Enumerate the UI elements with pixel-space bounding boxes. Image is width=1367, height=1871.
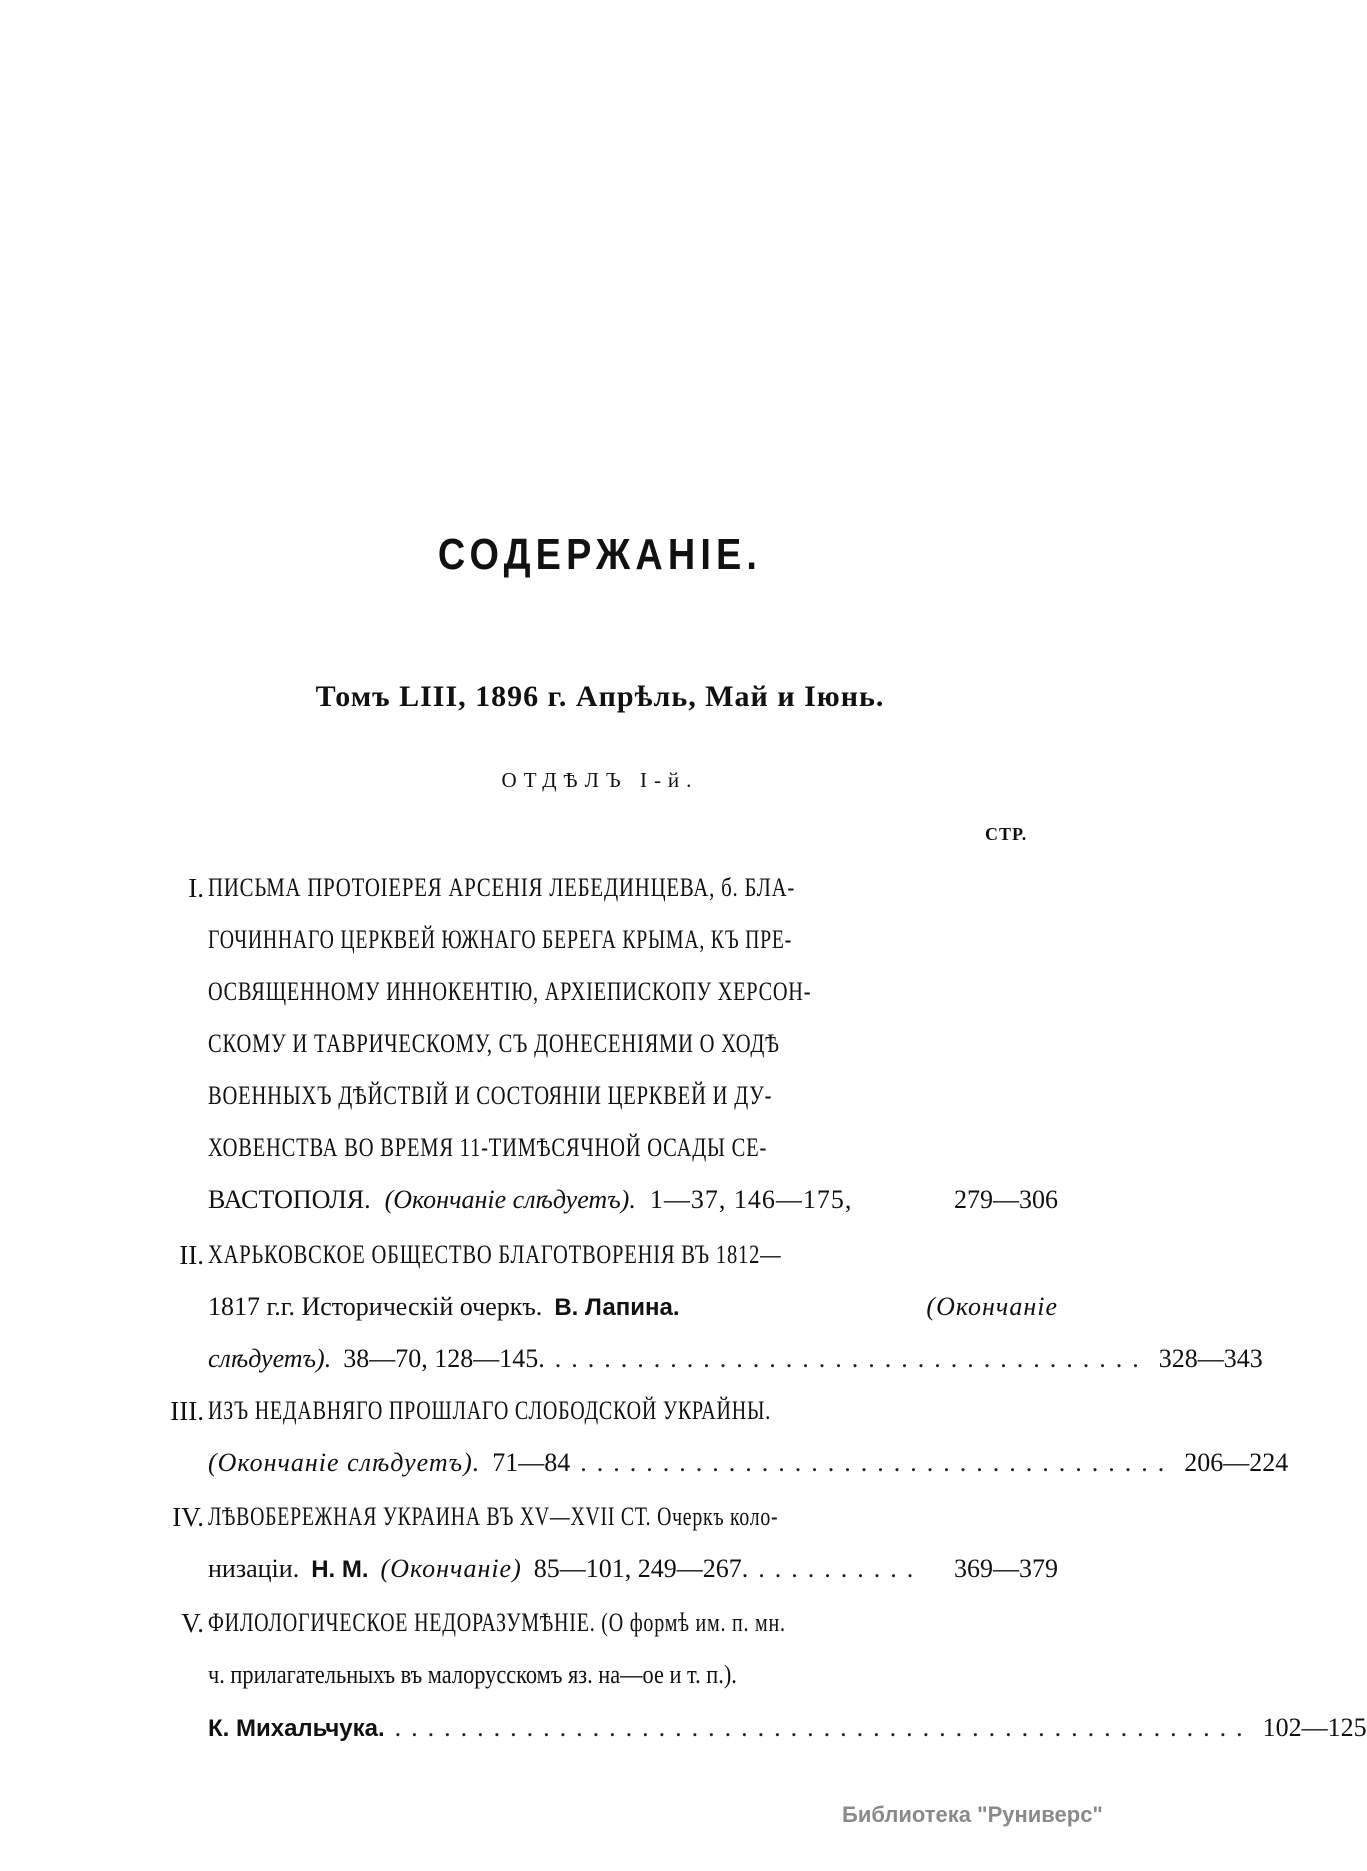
entry-number: III. — [170, 1396, 204, 1426]
entry-last-line — [208, 1185, 1058, 1225]
page-title: СОДЕРЖАНІЕ. — [437, 530, 763, 579]
entry-refs: 1—37, 146—175, — [649, 1185, 853, 1214]
entry-refs: 71—84 — [492, 1448, 571, 1477]
entry-line: ФИЛОЛОГИЧЕСКОЕ НЕДОРАЗУМѢНІЕ. (О формѣ им. п. мн. — [208, 1608, 786, 1637]
entry-author: В. Лапина. — [554, 1294, 680, 1321]
entry-line: ч. прилагательныхъ въ малорусскомъ яз. на—ое и т. п.). — [208, 1660, 737, 1689]
entry-last-line: низаціи. Н. М. (Окончаніе) 85—101, 249—267. .......... 369—379 — [208, 1554, 1058, 1583]
section-heading: ОТДѢЛЪ I-й. — [501, 768, 699, 792]
entry-note: слѣдуетъ). — [208, 1344, 332, 1373]
entry-author: Н. М. — [311, 1556, 369, 1583]
entry-line: ОСВЯЩЕННОМУ ИННОКЕНТІЮ, АРХІЕПИСКОПУ ХЕРСОН- — [208, 977, 812, 1006]
entry-refs: 38—70, 128—145. — [343, 1344, 545, 1373]
entry-last-line: К. Михальчука. .................................................... 102—125 — [208, 1713, 1367, 1742]
entry-number: I. — [188, 873, 204, 903]
entry-number: II. — [179, 1240, 204, 1270]
entry-note: (Окончаніе) — [380, 1554, 522, 1583]
entry-line — [208, 1292, 1058, 1332]
entry-line: СКОМУ И ТАВРИЧЕСКОМУ, СЪ ДОНЕСЕНІЯМИ О ХОДѢ — [208, 1029, 780, 1058]
entry-text: низаціи. — [208, 1554, 300, 1583]
entry-text: ВАСТОПОЛЯ. — [208, 1185, 371, 1214]
entry-pages: 328—343 — [1158, 1344, 1263, 1373]
entry-pages: 369—379 — [954, 1554, 1058, 1583]
entry-note: (Окончаніе — [926, 1292, 1058, 1321]
entry-line: ГОЧИННАГО ЦЕРКВЕЙ ЮЖНАГО БЕРЕГА КРЫМА, КЪ ПРЕ- — [208, 925, 793, 954]
entry-line: ХАРЬКОВСКОЕ ОБЩЕСТВО БЛАГОТВОРЕНІЯ ВЪ 1812— — [208, 1240, 782, 1269]
entry-text: 1817 г.г. Историческій очеркъ. — [208, 1292, 543, 1321]
entry-line: ХОВЕНСТВА ВО ВРЕМЯ 11-ТИМѢСЯЧНОЙ ОСАДЫ СЕ- — [208, 1133, 768, 1162]
entry-note: (Окончаніе слѣдуетъ). — [208, 1448, 481, 1477]
entry-number: IV. — [172, 1502, 204, 1532]
entry-number: V. — [181, 1608, 204, 1638]
entry-last-line: (Окончаніе слѣдуетъ). 71—84 .................................... 206—224 — [208, 1448, 1289, 1477]
entry-pages: 279—306 — [954, 1185, 1058, 1214]
entry-pages: 206—224 — [1184, 1448, 1289, 1477]
library-watermark: Библиотека "Руниверс" — [842, 1802, 1103, 1827]
pages-column-header: СТР. — [985, 824, 1028, 844]
entry-last-line: слѣдуетъ). 38—70, 128—145. .................................... 328—343 — [208, 1344, 1263, 1373]
entry-line: ПИСЬМА ПРОТОІЕРЕЯ АРСЕНІЯ ЛЕБЕДИНЦЕВА, б. БЛА- — [208, 873, 796, 902]
entry-pages: 102—125 — [1262, 1713, 1367, 1742]
entry-line: ИЗЪ НЕДАВНЯГО ПРОШЛАГО СЛОБОДСКОЙ УКРАЙНЫ. — [208, 1396, 771, 1425]
entry-line: ВОЕННЫХЪ ДѢЙСТВІЙ И СОСТОЯНІИ ЦЕРКВЕЙ И ДУ- — [208, 1081, 773, 1110]
entry-refs: 85—101, 249—267. — [533, 1554, 749, 1583]
volume-line: Томъ LIII, 1896 г. Апрѣль, Май и Іюнь. — [315, 680, 885, 713]
entry-line: ЛѢВОБЕРЕЖНАЯ УКРАИНА ВЪ XV—XVII СТ. Очеркъ коло- — [208, 1502, 779, 1531]
entry-author: К. Михальчука. — [208, 1715, 385, 1742]
entry-note: (Окончаніе слѣдуетъ). — [384, 1185, 636, 1214]
